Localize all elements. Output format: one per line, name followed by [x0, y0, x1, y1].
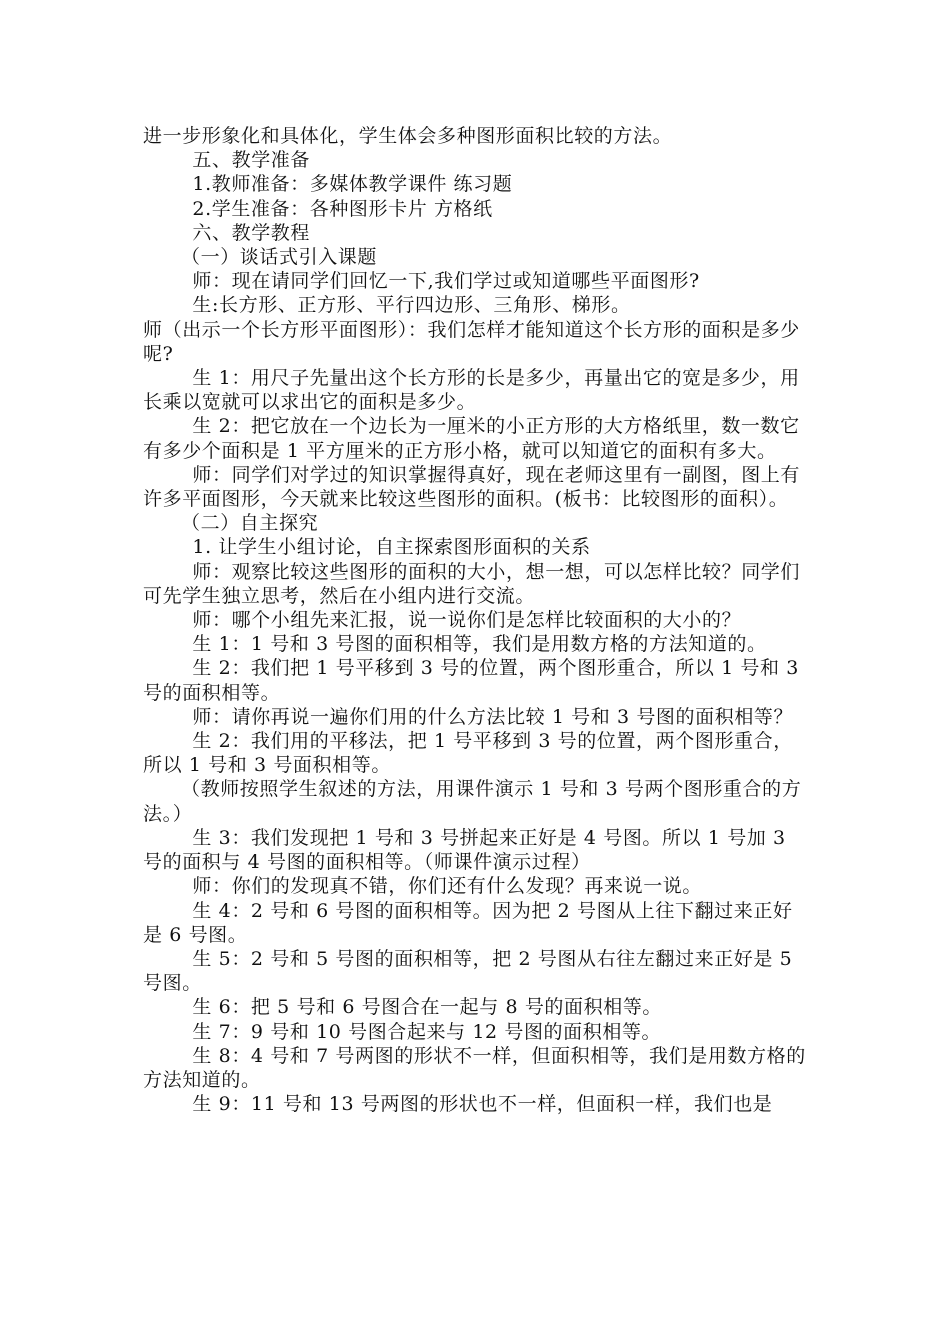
dialogue-line: 生:长方形、正方形、平行四边形、三角形、梯形。: [192, 294, 631, 317]
dialogue-line: 生 4：2 号和 6 号图的面积相等。因为把 2 号图从上往下翻过来正好是 6 号图。: [143, 899, 793, 946]
paragraph: 进一步形象化和具体化，学生体会多种图形面积比较的方法。: [143, 125, 673, 147]
dialogue-line: 生 2：我们把 1 号平移到 3 号的位置，两个图形重合，所以 1 号和 3 号的面积相等。: [143, 657, 806, 704]
subsection-heading: （二）自主探究: [181, 512, 319, 535]
dialogue-line: 生 6：把 5 号和 6 号图合在一起与 8 号的面积相等。: [192, 996, 663, 1019]
stage-note: （教师按照学生叙述的方法，用课件演示 1 号和 3 号两个图形重合的方法。）: [143, 778, 802, 825]
dialogue-line: 师：同学们对学过的知识掌握得真好，现在老师这里有一副图，图上有许多平面图形，今天就来比较这些图形的面积。(板书：比较图形的面积）。: [143, 463, 800, 511]
dialogue-line: 生 8：4 号和 7 号两图的形状不一样，但面积相等，我们是用数方格的方法知道的。: [143, 1044, 806, 1091]
dialogue-line: 生 9：11 号和 13 号两图的形状也不一样，但面积一样，我们也是: [192, 1093, 773, 1116]
dialogue-line: 师：观察比较这些图形的面积的大小，想一想，可以怎样比较？同学们可先学生独立思考，然后在小组内进行交流。: [143, 560, 800, 607]
dialogue-line: 生 1：用尺子先量出这个长方形的长是多少，再量出它的宽是多少，用长乘以宽就可以求出它的面积是多少。: [143, 367, 800, 414]
section-heading: 六、教学教程: [192, 221, 310, 244]
dialogue-line: 生 2：我们用的平移法，把 1 号平移到 3 号的位置，两个图形重合，所以 1 号和 3 号面积相等。: [143, 730, 793, 777]
dialogue-line: 生 1：1 号和 3 号图的面积相等，我们是用数方格的方法知道的。: [192, 633, 767, 656]
document-body: [143, 124, 811, 1116]
dialogue-line: 师：现在请同学们回忆一下,我们学过或知道哪些平面图形?: [192, 270, 700, 293]
list-item: 1.教师准备：多媒体教学课件 练习题: [192, 173, 513, 196]
dialogue-line: 生 5：2 号和 5 号图的面积相等，把 2 号图从右往左翻过来正好是 5 号图。: [143, 947, 799, 995]
dialogue-line: 生 3：我们发现把 1 号和 3 号拼起来正好是 4 号图。所以 1 号加 3 号的面积与 4 号图的面积相等。（师课件演示过程）: [143, 826, 793, 874]
dialogue-line: 师（出示一个长方形平面图形）：我们怎样才能知道这个长方形的面积是多少呢?: [143, 318, 800, 365]
dialogue-line: 师：哪个小组先来汇报，说一说你们是怎样比较面积的大小的？: [192, 609, 742, 632]
dialogue-line: 生 2：把它放在一个边长为一厘米的小正方形的大方格纸里，数一数它有多少个面积是 1 平方厘米的正方形小格，就可以知道它的面积有多大。: [143, 415, 800, 462]
section-heading: 五、教学准备: [192, 149, 310, 172]
dialogue-line: 生 7：9 号和 10 号图合起来与 12 号图的面积相等。: [192, 1020, 662, 1043]
dialogue-line: 师：你们的发现真不错，你们还有什么发现？再来说一说。: [192, 875, 702, 898]
subsection-heading: （一）谈话式引入课题: [181, 246, 378, 269]
list-item: 1. 让学生小组讨论，自主探索图形面积的关系: [192, 536, 591, 559]
dialogue-line: 师：请你再说一遍你们用的什么方法比较 1 号和 3 号图的面积相等？: [192, 705, 794, 728]
list-item: 2.学生准备：各种图形卡片 方格纸: [192, 197, 493, 220]
